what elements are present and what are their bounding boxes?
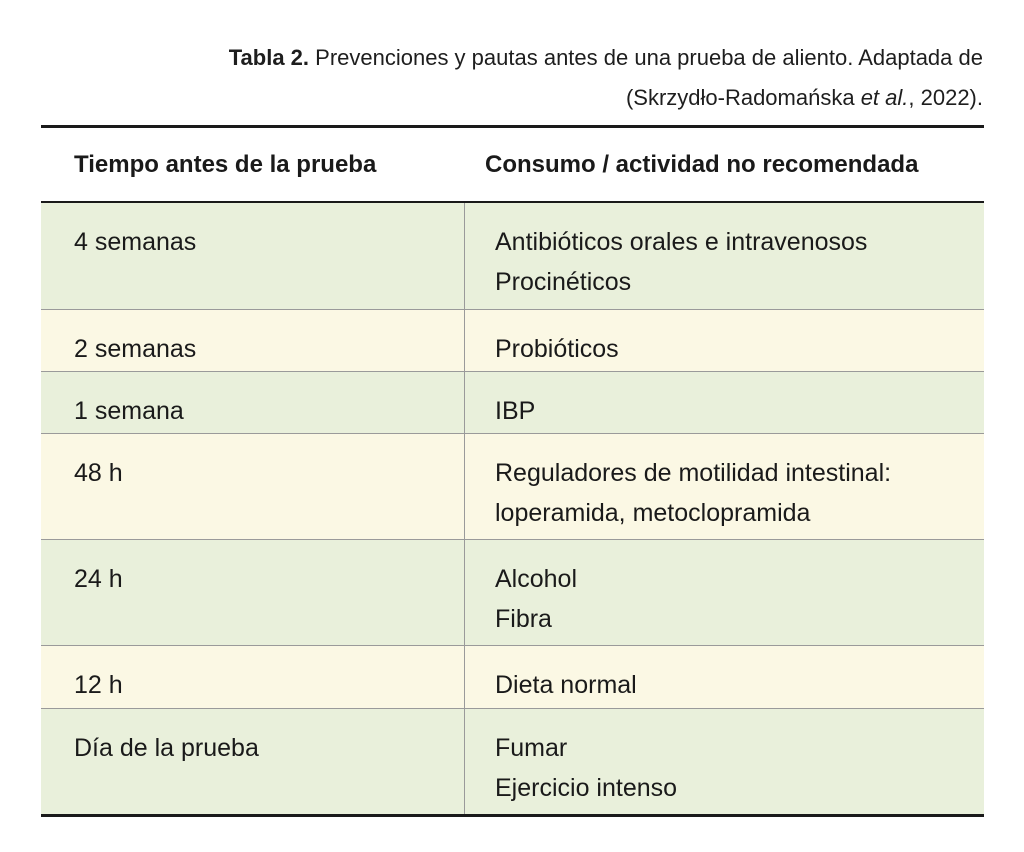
cell-item: Antibióticos orales e intravenosos — [495, 228, 868, 256]
cell-items — [465, 310, 984, 371]
cell-items — [465, 372, 984, 433]
cell-time: 24 h — [41, 540, 465, 645]
caption-citation-italic: et al. — [860, 85, 909, 110]
header-consumption: Consumo / actividad no recomendada — [485, 150, 919, 178]
table-row — [41, 708, 984, 814]
table-row — [41, 371, 984, 433]
prevention-table — [41, 125, 984, 817]
cell-time: 48 h — [41, 434, 465, 539]
cell-item: Fumar — [495, 734, 568, 762]
table-header-row — [41, 128, 984, 201]
header-time: Tiempo antes de la prueba — [74, 150, 377, 178]
table-caption — [83, 38, 983, 118]
cell-item: Fibra — [495, 605, 552, 633]
cell-item: IBP — [495, 397, 536, 425]
cell-item: Procinéticos — [495, 268, 632, 296]
table-row — [41, 539, 984, 645]
cell-items — [465, 709, 984, 814]
cell-items — [465, 434, 984, 539]
cell-time: 4 semanas — [41, 203, 465, 309]
cell-items — [465, 540, 984, 645]
cell-item: Reguladores de motilidad intestinal: — [495, 459, 892, 487]
cell-item: Alcohol — [495, 565, 577, 593]
caption-label: Tabla 2. — [228, 45, 310, 70]
table-row — [41, 433, 984, 539]
cell-time: 12 h — [41, 646, 465, 708]
caption-text: Prevenciones y pautas antes de una prueba de aliento. Adaptada de — [309, 45, 983, 70]
table-row — [41, 309, 984, 371]
cell-item: Dieta normal — [495, 671, 637, 699]
cell-item: Ejercicio intenso — [495, 774, 678, 802]
cell-item: loperamida, metoclopramida — [495, 499, 811, 527]
caption-citation: (Skrzydło-Radomańska — [625, 85, 861, 110]
cell-time: 1 semana — [41, 372, 465, 433]
cell-time: 2 semanas — [41, 310, 465, 371]
caption-citation-year: , 2022). — [908, 85, 983, 110]
table-row — [41, 203, 984, 309]
cell-items — [465, 203, 984, 309]
table-bottom-rule — [41, 814, 984, 817]
cell-item: Probióticos — [495, 335, 619, 363]
cell-time: Día de la prueba — [41, 709, 465, 814]
table-row — [41, 645, 984, 708]
cell-items — [465, 646, 984, 708]
